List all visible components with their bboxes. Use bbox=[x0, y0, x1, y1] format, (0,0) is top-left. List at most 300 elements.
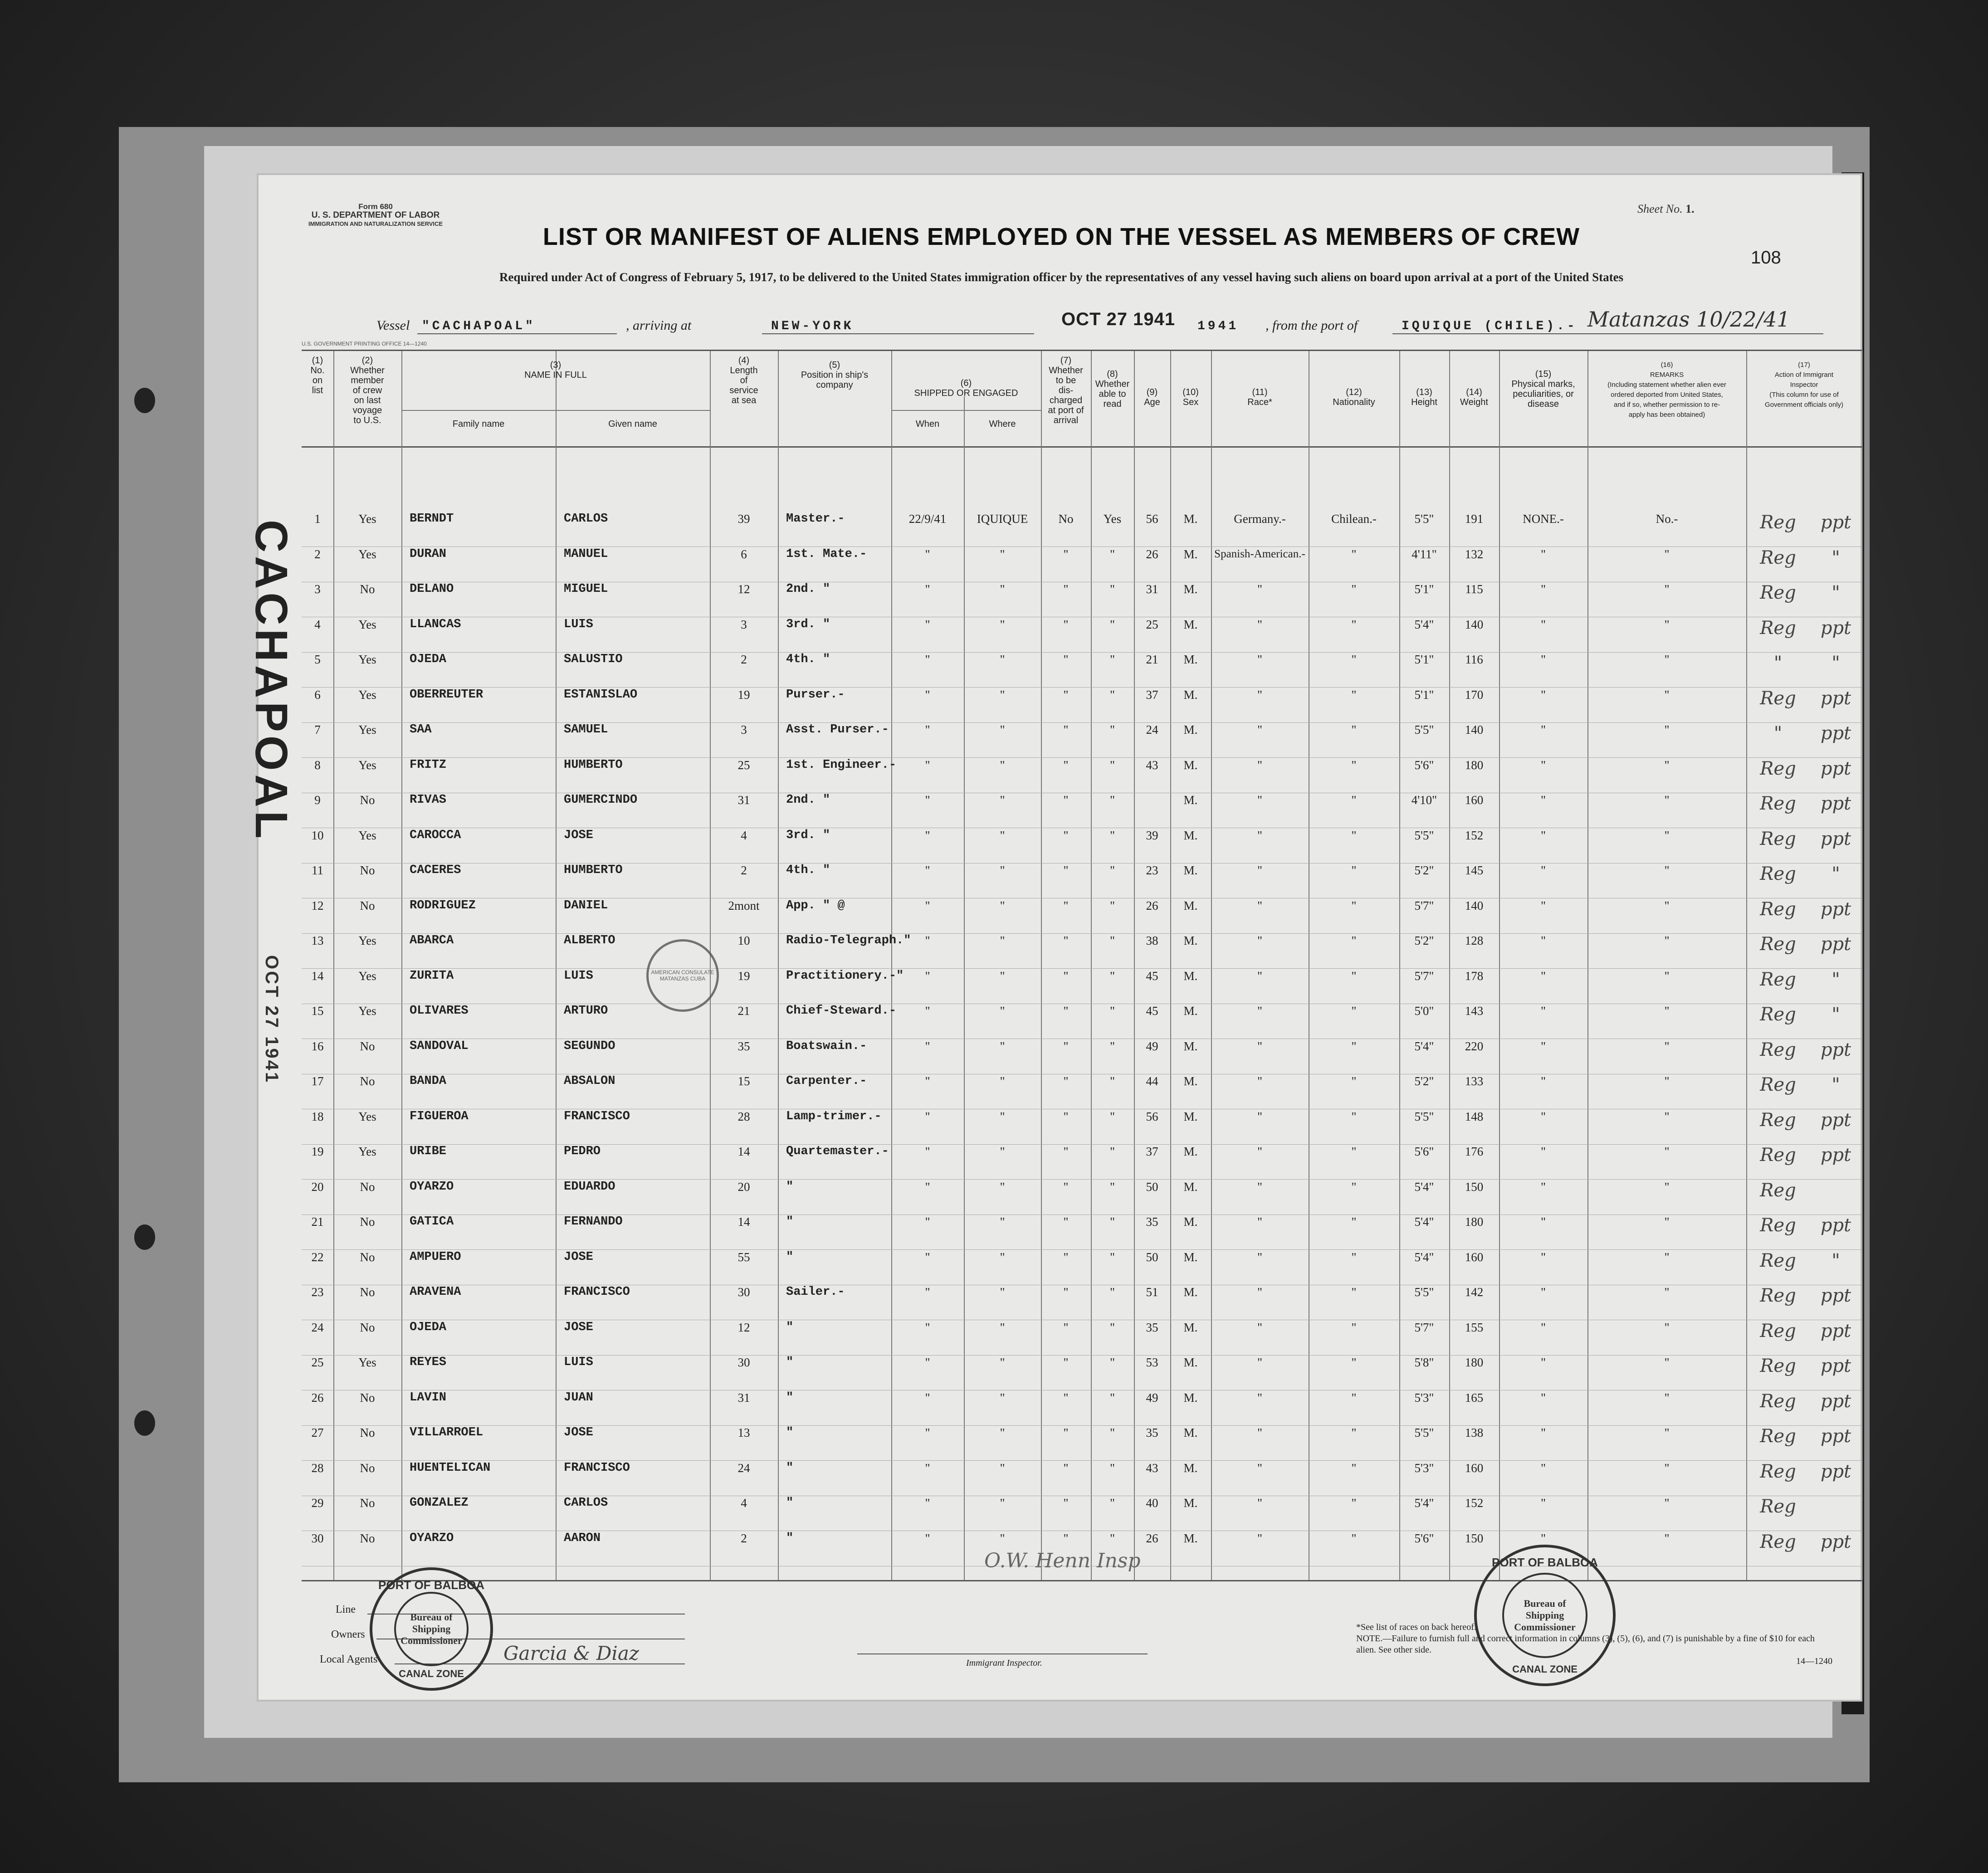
cell-nationality: Chilean.- bbox=[1331, 512, 1377, 526]
column-rule bbox=[1862, 351, 1863, 1580]
table-row bbox=[302, 1215, 1862, 1250]
cell-where: " bbox=[1000, 863, 1005, 877]
vessel-underline bbox=[417, 333, 617, 334]
cell-nationality: " bbox=[1351, 1531, 1357, 1545]
cell-race: " bbox=[1257, 1109, 1263, 1123]
cell-age: 45 bbox=[1146, 1004, 1158, 1018]
cell-action: " bbox=[1773, 723, 1783, 744]
cell-race: " bbox=[1257, 1531, 1263, 1545]
cell-prev: No bbox=[360, 1180, 375, 1194]
cell-nationality: " bbox=[1351, 898, 1357, 912]
cell-remarks: " bbox=[1664, 758, 1670, 772]
cell-weight: 142 bbox=[1465, 1285, 1484, 1299]
cell-sex: M. bbox=[1183, 898, 1198, 912]
service-name: IMMIGRATION AND NATURALIZATION SERVICE bbox=[308, 220, 443, 227]
punch-hole bbox=[134, 1224, 155, 1250]
cell-sex: M. bbox=[1183, 1074, 1198, 1088]
cell-discharge: " bbox=[1063, 793, 1069, 807]
table-row bbox=[302, 653, 1862, 688]
cell-position: Purser.- bbox=[786, 688, 845, 702]
cell-weight: 140 bbox=[1465, 617, 1484, 631]
cell-height: 5'1" bbox=[1414, 582, 1434, 596]
cell-height: 5'2" bbox=[1414, 934, 1434, 947]
footer-notes bbox=[1356, 1622, 1832, 1667]
table-row bbox=[302, 793, 1862, 828]
cell-position: 1st. Mate.- bbox=[786, 547, 867, 561]
cell-discharge: " bbox=[1063, 1074, 1069, 1088]
cell-where: " bbox=[1000, 1215, 1005, 1229]
agents-signature: Garcia & Diaz bbox=[503, 1642, 640, 1664]
cell-where: " bbox=[1000, 582, 1005, 596]
cell-service: 19 bbox=[738, 688, 750, 702]
cell-age: 56 bbox=[1146, 512, 1158, 526]
stamp-bottom-text: CANAL ZONE bbox=[1512, 1663, 1578, 1675]
cell-race: " bbox=[1257, 1074, 1263, 1088]
crew-table bbox=[302, 350, 1862, 1581]
cell-given: EDUARDO bbox=[564, 1180, 615, 1194]
cell-height: 5'4" bbox=[1414, 1215, 1434, 1229]
cell-action2: ppt bbox=[1820, 793, 1851, 814]
cell-read: " bbox=[1109, 1285, 1115, 1299]
cell-position: " bbox=[786, 1356, 794, 1369]
cell-when: " bbox=[925, 1109, 930, 1123]
cell-prev: Yes bbox=[358, 1356, 376, 1369]
cell-sex: M. bbox=[1183, 1390, 1198, 1405]
cell-race: " bbox=[1257, 828, 1263, 842]
cell-nationality: " bbox=[1351, 828, 1357, 842]
cell-where: " bbox=[1000, 1356, 1005, 1369]
cell-position: " bbox=[786, 1496, 794, 1510]
owners-label: Owners bbox=[331, 1629, 365, 1640]
cell-discharge: " bbox=[1063, 758, 1069, 772]
races-note: *See list of races on back hereof. bbox=[1356, 1622, 1476, 1632]
cell-discharge: " bbox=[1063, 653, 1069, 666]
cell-remarks: " bbox=[1664, 828, 1670, 842]
column-header-c2: (2) Whether member of crew on last voyage to U.S. bbox=[350, 356, 385, 425]
table-row bbox=[302, 863, 1862, 898]
cell-given: PEDRO bbox=[564, 1145, 601, 1158]
cell-family: BANDA bbox=[410, 1074, 447, 1088]
sheet-label: Sheet No. bbox=[1637, 202, 1683, 215]
cell-height: 5'4" bbox=[1414, 1180, 1434, 1194]
column-header-c11: (11) Race* bbox=[1247, 387, 1272, 407]
cell-weight: 148 bbox=[1465, 1109, 1484, 1123]
arrival-port: NEW-YORK bbox=[771, 319, 854, 333]
cell-service: 12 bbox=[738, 1320, 750, 1334]
cell-nationality: " bbox=[1351, 1074, 1357, 1088]
cell-position: App. " @ bbox=[786, 898, 845, 912]
cell-age: 23 bbox=[1146, 863, 1158, 877]
cell-action: Reg bbox=[1760, 1215, 1796, 1236]
cell-action: Reg bbox=[1760, 1426, 1796, 1447]
cell-position: Master.- bbox=[786, 512, 845, 526]
cell-where: " bbox=[1000, 969, 1005, 983]
from-port-label: , from the port of bbox=[1265, 318, 1358, 333]
cell-family: URIBE bbox=[410, 1145, 447, 1158]
cell-height: 5'7" bbox=[1414, 969, 1434, 983]
cell-given: MIGUEL bbox=[564, 582, 608, 596]
cell-age: 35 bbox=[1146, 1426, 1158, 1439]
cell-action2: " bbox=[1832, 863, 1840, 884]
column-header-c4: (4) Length of service at sea bbox=[729, 356, 758, 405]
cell-discharge: " bbox=[1063, 1285, 1069, 1299]
cell-sex: M. bbox=[1183, 1426, 1198, 1439]
cell-prev: Yes bbox=[358, 758, 376, 772]
column-header-c3a: Family name bbox=[452, 419, 505, 429]
stamp-bottom-text: CANAL ZONE bbox=[399, 1668, 464, 1679]
cell-prev: Yes bbox=[358, 969, 376, 983]
cell-position: " bbox=[786, 1461, 794, 1475]
cell-weight: 165 bbox=[1465, 1390, 1484, 1405]
cell-when: " bbox=[925, 863, 930, 877]
cell-read: " bbox=[1109, 1004, 1115, 1018]
cell-family: OBERREUTER bbox=[410, 688, 484, 702]
cell-when: " bbox=[925, 547, 930, 561]
cell-position: 4th. " bbox=[786, 653, 830, 666]
page-title: LIST OR MANIFEST OF ALIENS EMPLOYED ON THE VESSEL AS MEMBERS OF CREW bbox=[542, 223, 1580, 250]
cell-service: 6 bbox=[741, 547, 747, 561]
cell-family: OYARZO bbox=[410, 1531, 454, 1545]
cell-read: " bbox=[1109, 969, 1115, 983]
cell-marks: " bbox=[1540, 1426, 1546, 1439]
cell-marks: " bbox=[1540, 1039, 1546, 1053]
cell-discharge: " bbox=[1063, 617, 1069, 631]
cell-weight: 155 bbox=[1465, 1320, 1484, 1334]
cell-family: AMPUERO bbox=[410, 1250, 461, 1264]
cell-action2 bbox=[1810, 1180, 1862, 1215]
cell-marks: " bbox=[1540, 1215, 1546, 1229]
cell-action: Reg bbox=[1760, 1390, 1796, 1412]
cell-weight: 160 bbox=[1465, 1461, 1484, 1475]
cell-given: JOSE bbox=[564, 828, 593, 842]
cell-age: 35 bbox=[1146, 1215, 1158, 1229]
cell-weight: 180 bbox=[1465, 758, 1484, 772]
cell-when: " bbox=[925, 934, 930, 947]
cell-position: Chief-Steward.- bbox=[786, 1004, 897, 1018]
cell-weight: 140 bbox=[1465, 723, 1484, 737]
column-header-c16: (16) REMARKS (Including statement whether alien ever ordered deported from United States, and if so, whether permission to re- apply has been obtained) bbox=[1607, 361, 1726, 419]
cell-action: Reg bbox=[1760, 1039, 1796, 1060]
cell-marks: " bbox=[1540, 1285, 1546, 1299]
cell-race: " bbox=[1257, 1145, 1263, 1158]
cell-height: 5'6" bbox=[1414, 1531, 1434, 1545]
cell-height: 5'3" bbox=[1414, 1461, 1434, 1475]
cell-sex: M. bbox=[1183, 1356, 1198, 1369]
cell-remarks: " bbox=[1664, 547, 1670, 561]
cell-prev: No bbox=[360, 1039, 375, 1053]
cell-weight: 160 bbox=[1465, 1250, 1484, 1264]
cell-given: ESTANISLAO bbox=[564, 688, 638, 702]
cell-marks: " bbox=[1540, 617, 1546, 631]
cell-discharge: " bbox=[1063, 723, 1069, 737]
cell-remarks: " bbox=[1664, 1320, 1670, 1334]
cell-remarks: " bbox=[1664, 653, 1670, 666]
cell-discharge: " bbox=[1063, 1320, 1069, 1334]
cell-weight: 115 bbox=[1465, 582, 1483, 596]
stamp-inner-text: Bureau of Shipping Commissioner bbox=[1502, 1573, 1587, 1658]
cell-service: 24 bbox=[738, 1461, 750, 1475]
cell-nationality: " bbox=[1351, 793, 1357, 807]
cell-position: " bbox=[786, 1215, 794, 1229]
cell-race: Spanish-American.- bbox=[1214, 547, 1305, 560]
cell-prev: Yes bbox=[358, 512, 376, 526]
cell-no: 30 bbox=[311, 1531, 324, 1545]
cell-read: " bbox=[1109, 863, 1115, 877]
cell-height: 5'5" bbox=[1414, 1109, 1434, 1123]
vessel-label: Vessel bbox=[376, 318, 410, 333]
cell-marks: " bbox=[1540, 828, 1546, 842]
cell-age: 49 bbox=[1146, 1039, 1158, 1053]
cell-when: " bbox=[925, 1145, 930, 1158]
cell-discharge: " bbox=[1063, 1145, 1069, 1158]
cell-marks: " bbox=[1540, 1109, 1546, 1123]
cell-read: " bbox=[1109, 934, 1115, 947]
cell-sex: M. bbox=[1183, 723, 1198, 737]
cell-nationality: " bbox=[1351, 547, 1357, 561]
handwritten-port-correction: Matanzas 10/22/41 bbox=[1587, 307, 1790, 332]
cell-weight: 145 bbox=[1465, 863, 1484, 877]
cell-no: 12 bbox=[311, 898, 324, 912]
cell-nationality: " bbox=[1351, 1356, 1357, 1369]
cell-race: " bbox=[1257, 582, 1263, 596]
cell-service: 15 bbox=[738, 1074, 750, 1088]
cell-prev: No bbox=[360, 1426, 375, 1439]
cell-prev: No bbox=[360, 1250, 375, 1264]
cell-position: Quartemaster.- bbox=[786, 1145, 889, 1158]
cell-position: 3rd. " bbox=[786, 828, 830, 842]
cell-when: " bbox=[925, 898, 930, 912]
cell-discharge: " bbox=[1063, 1496, 1069, 1510]
cell-weight: 116 bbox=[1465, 653, 1483, 666]
cell-action: Reg bbox=[1760, 1180, 1796, 1201]
cell-family: OJEDA bbox=[410, 653, 447, 666]
cell-when: " bbox=[925, 1250, 930, 1264]
cell-when: " bbox=[925, 828, 930, 842]
cell-prev: No bbox=[360, 863, 375, 877]
cell-action2: " bbox=[1832, 653, 1840, 673]
penalty-note: NOTE.—Failure to furnish full and correct information in columns (3), (5), (6), and (7) is punishable by a fine of $10 for each alien. See other side. bbox=[1356, 1634, 1815, 1655]
cell-prev: Yes bbox=[358, 1109, 376, 1123]
cell-nationality: " bbox=[1351, 934, 1357, 947]
cell-family: VILLARROEL bbox=[410, 1426, 484, 1439]
cell-given: ABSALON bbox=[564, 1074, 615, 1088]
cell-no: 16 bbox=[311, 1039, 324, 1053]
cell-when: " bbox=[925, 1496, 930, 1510]
cell-weight: 150 bbox=[1465, 1531, 1484, 1545]
cell-no: 18 bbox=[311, 1109, 324, 1123]
cell-marks: " bbox=[1540, 653, 1546, 666]
cell-sex: M. bbox=[1183, 582, 1198, 596]
cell-height: 5'1" bbox=[1414, 653, 1434, 666]
cell-given: LUIS bbox=[564, 617, 593, 631]
cell-remarks: " bbox=[1664, 1074, 1670, 1088]
cell-no: 1 bbox=[314, 512, 321, 526]
punch-hole bbox=[134, 388, 155, 413]
cell-action2: ppt bbox=[1820, 1039, 1851, 1060]
table-row bbox=[302, 1145, 1862, 1180]
cell-no: 13 bbox=[311, 934, 324, 947]
cell-when: " bbox=[925, 1356, 930, 1369]
cell-position: Asst. Purser.- bbox=[786, 723, 889, 737]
table-row bbox=[302, 934, 1862, 969]
cell-family: SANDOVAL bbox=[410, 1039, 469, 1053]
cell-position: " bbox=[786, 1320, 794, 1334]
cell-service: 35 bbox=[738, 1039, 750, 1053]
cell-remarks: " bbox=[1664, 1356, 1670, 1369]
cell-read: " bbox=[1109, 828, 1115, 842]
cell-height: 5'5" bbox=[1414, 1426, 1434, 1439]
cell-when: " bbox=[925, 793, 930, 807]
cell-service: 2 bbox=[741, 1531, 747, 1545]
cell-read: " bbox=[1109, 793, 1115, 807]
cell-given: FRANCISCO bbox=[564, 1461, 630, 1475]
cell-action2: ppt bbox=[1820, 1215, 1851, 1236]
cell-marks: " bbox=[1540, 1074, 1546, 1088]
cell-action: Reg bbox=[1760, 688, 1796, 709]
header-sub-rule bbox=[891, 410, 1041, 411]
cell-read: " bbox=[1109, 1320, 1115, 1334]
cell-prev: Yes bbox=[358, 1004, 376, 1018]
cell-prev: No bbox=[360, 582, 375, 596]
cell-remarks: " bbox=[1664, 934, 1670, 947]
cell-service: 10 bbox=[738, 934, 750, 947]
cell-marks: " bbox=[1540, 1180, 1546, 1194]
table-row bbox=[302, 582, 1862, 617]
cell-position: Carpenter.- bbox=[786, 1074, 867, 1088]
cell-marks: " bbox=[1540, 758, 1546, 772]
cell-position: " bbox=[786, 1531, 794, 1545]
cell-prev: No bbox=[360, 1320, 375, 1334]
cell-discharge: " bbox=[1063, 863, 1069, 877]
cell-action: Reg bbox=[1760, 512, 1796, 533]
cell-read: " bbox=[1109, 1461, 1115, 1475]
cell-remarks: " bbox=[1664, 793, 1670, 807]
cell-read: " bbox=[1109, 723, 1115, 737]
cell-remarks: " bbox=[1664, 1390, 1670, 1405]
cell-weight: 133 bbox=[1465, 1074, 1484, 1088]
column-header-c6: (6) SHIPPED OR ENGAGED bbox=[914, 378, 1018, 398]
cell-sex: M. bbox=[1183, 1145, 1198, 1158]
cell-age bbox=[1134, 793, 1170, 828]
cell-service: 31 bbox=[738, 1390, 750, 1405]
cell-weight: 178 bbox=[1465, 969, 1484, 983]
cell-where: " bbox=[1000, 1039, 1005, 1053]
column-header-c7: (7) Whether to be dis- charged at port of arrival bbox=[1048, 356, 1084, 425]
cell-position: Sailer.- bbox=[786, 1285, 845, 1299]
cell-sex: M. bbox=[1183, 758, 1198, 772]
cell-weight: 160 bbox=[1465, 793, 1484, 807]
cell-height: 5'7" bbox=[1414, 1320, 1434, 1334]
cell-given: JOSE bbox=[564, 1426, 593, 1439]
cell-marks: " bbox=[1540, 1250, 1546, 1264]
cell-race: " bbox=[1257, 1039, 1263, 1053]
cell-nationality: " bbox=[1351, 617, 1357, 631]
cell-remarks: " bbox=[1664, 1461, 1670, 1475]
cell-nationality: " bbox=[1351, 1039, 1357, 1053]
cell-position: Boatswain.- bbox=[786, 1039, 867, 1053]
cell-remarks: " bbox=[1664, 1426, 1670, 1439]
cell-nationality: " bbox=[1351, 1320, 1357, 1334]
stamp-inner-text: Bureau of Shipping Commissioner bbox=[394, 1592, 469, 1666]
cell-height: 5'5" bbox=[1414, 512, 1434, 526]
cell-read: Yes bbox=[1103, 512, 1122, 526]
cell-given: CARLOS bbox=[564, 1496, 608, 1510]
cell-family: DURAN bbox=[410, 547, 447, 561]
cell-action2: ppt bbox=[1820, 1390, 1851, 1412]
cell-no: 9 bbox=[314, 793, 321, 807]
cell-action: Reg bbox=[1760, 1074, 1796, 1095]
cell-action: Reg bbox=[1760, 1356, 1796, 1376]
table-row bbox=[302, 1110, 1862, 1145]
cell-when: " bbox=[925, 1390, 930, 1405]
cell-height: 5'2" bbox=[1414, 1074, 1434, 1088]
cell-sex: M. bbox=[1183, 1496, 1198, 1510]
cell-family: FRITZ bbox=[410, 758, 447, 772]
cell-race: " bbox=[1257, 1285, 1263, 1299]
cell-when: " bbox=[925, 1320, 930, 1334]
cell-action2 bbox=[1810, 1496, 1862, 1531]
cell-discharge: " bbox=[1063, 969, 1069, 983]
stamp-ring-text: PORT OF BALBOA bbox=[1492, 1556, 1598, 1569]
cell-service: 14 bbox=[738, 1215, 750, 1229]
cell-age: 35 bbox=[1146, 1320, 1158, 1334]
cell-given: ALBERTO bbox=[564, 934, 615, 947]
cell-action2: ppt bbox=[1820, 1531, 1851, 1552]
table-row bbox=[302, 547, 1862, 582]
cell-race: " bbox=[1257, 1461, 1263, 1475]
inspector-signature: O.W. Henn Insp bbox=[984, 1549, 1141, 1572]
cell-family: DELANO bbox=[410, 582, 454, 596]
cell-height: 5'5" bbox=[1414, 1285, 1434, 1299]
cell-read: " bbox=[1109, 758, 1115, 772]
cell-where: " bbox=[1000, 1250, 1005, 1264]
cell-no: 19 bbox=[311, 1145, 324, 1158]
cell-read: " bbox=[1109, 617, 1115, 631]
cell-position: Lamp-trimer.- bbox=[786, 1109, 882, 1123]
cell-given: AARON bbox=[564, 1531, 601, 1545]
punch-hole bbox=[134, 1410, 155, 1436]
cell-given: SAMUEL bbox=[564, 723, 608, 737]
cell-where: " bbox=[1000, 547, 1005, 561]
cell-race: Germany.- bbox=[1234, 512, 1286, 526]
cell-where: " bbox=[1000, 1145, 1005, 1158]
cell-service: 55 bbox=[738, 1250, 750, 1264]
cell-given: JOSE bbox=[564, 1320, 593, 1334]
cell-no: 4 bbox=[314, 617, 321, 631]
cell-height: 5'4" bbox=[1414, 1496, 1434, 1510]
cell-remarks: " bbox=[1664, 723, 1670, 737]
column-header-c14: (14) Weight bbox=[1460, 387, 1488, 407]
cell-where: " bbox=[1000, 1285, 1005, 1299]
cell-position: 2nd. " bbox=[786, 582, 830, 596]
port-underline bbox=[762, 333, 1034, 334]
cell-where: " bbox=[1000, 688, 1005, 702]
cell-service: 2 bbox=[741, 863, 747, 877]
cell-discharge: " bbox=[1063, 1180, 1069, 1194]
cell-age: 24 bbox=[1146, 723, 1158, 737]
cell-race: " bbox=[1257, 898, 1263, 912]
cell-action2: " bbox=[1832, 1074, 1840, 1095]
cell-race: " bbox=[1257, 969, 1263, 983]
cell-discharge: " bbox=[1063, 547, 1069, 561]
cell-age: 40 bbox=[1146, 1496, 1158, 1510]
cell-prev: No bbox=[360, 1531, 375, 1545]
cell-weight: 152 bbox=[1465, 1496, 1484, 1510]
cell-no: 22 bbox=[311, 1250, 324, 1264]
column-header-c3: (3) NAME IN FULL bbox=[524, 360, 587, 380]
column-header-c15: (15) Physical marks, peculiarities, or disease bbox=[1511, 369, 1575, 409]
cell-age: 44 bbox=[1146, 1074, 1158, 1088]
